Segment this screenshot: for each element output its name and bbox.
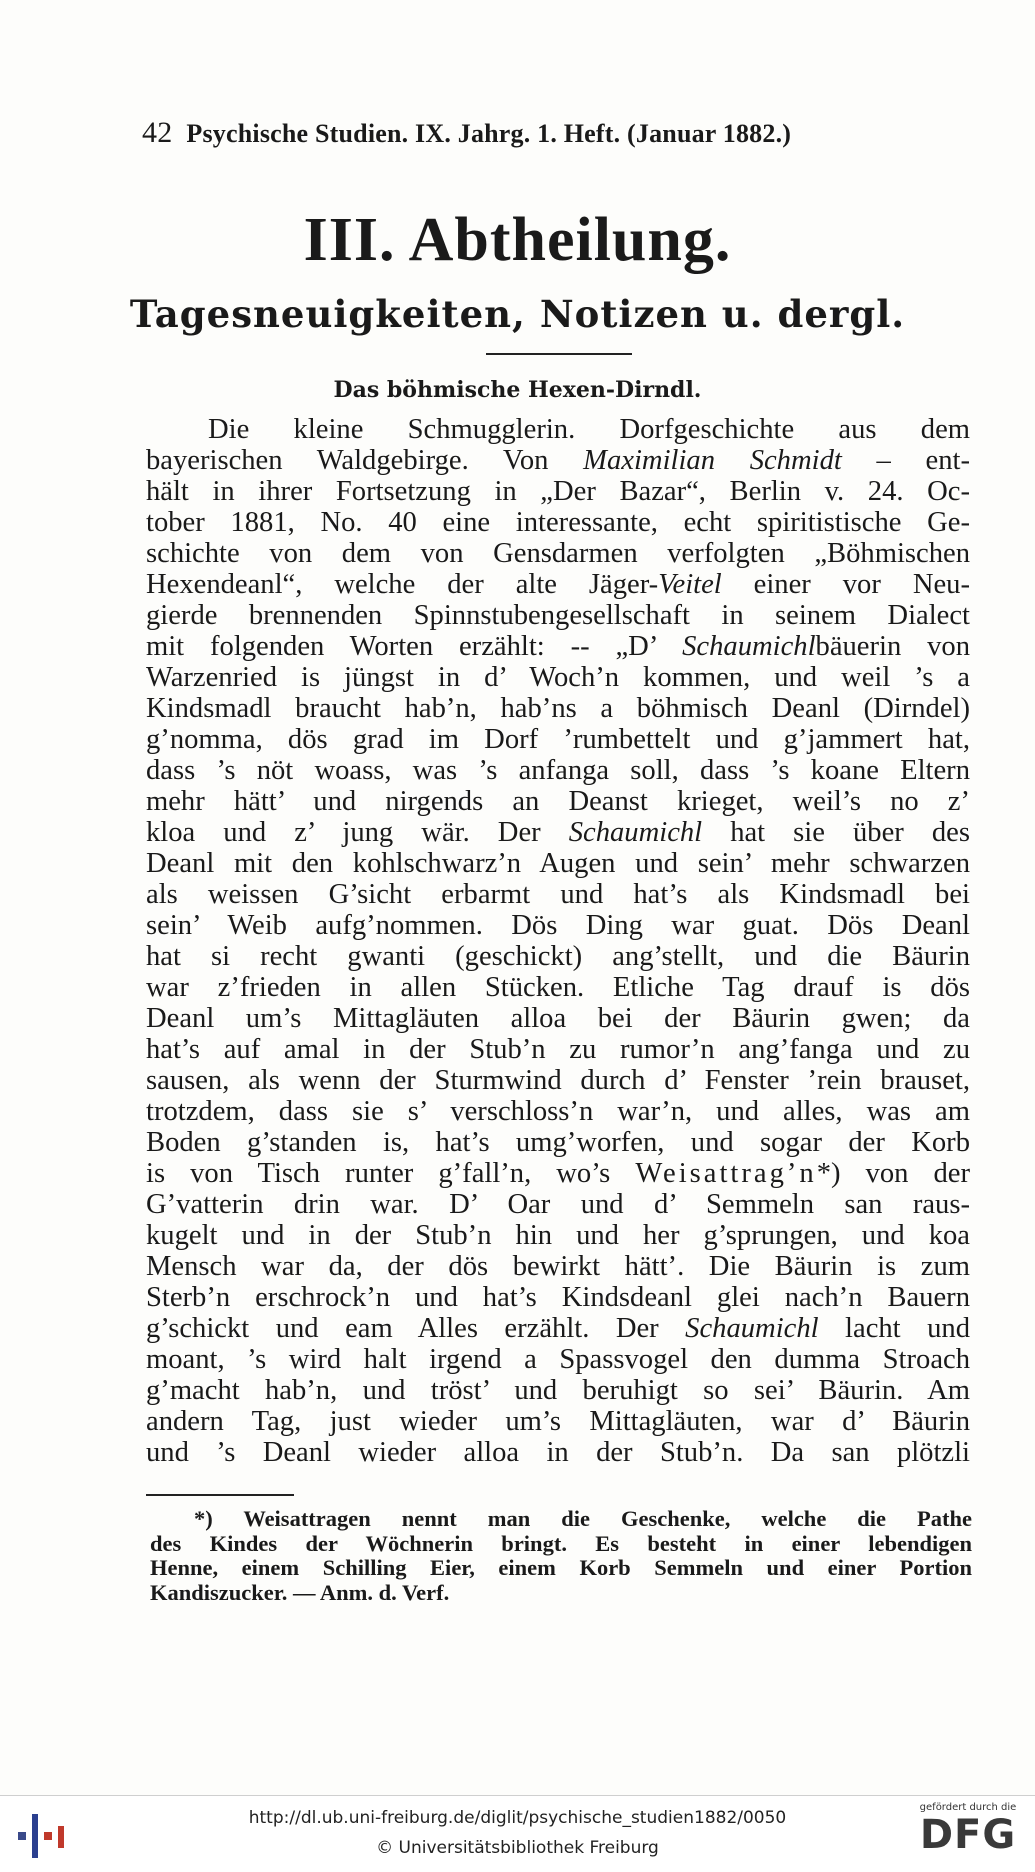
text-line: Warzenried is jüngst in d’ Woch’n kommen, und weil ’s a: [146, 662, 970, 693]
text-line: sausen, als wenn der Sturmwind durch d’ Fenster ’rein brauset,: [146, 1065, 970, 1096]
footnote-line: des Kindes der Wöchnerin bringt. Es besteht in einer lebendigen: [150, 1530, 972, 1556]
text-line: und ’s Deanl wieder alloa in der Stub’n. Da san plötzli: [146, 1437, 970, 1468]
text-line: Deanl mit den kohlschwarz’n Augen und sein’ mehr schwarzen: [146, 848, 970, 879]
text-line: Deanl um’s Mittagläuten alloa bei der Bäurin gwen; da: [146, 1003, 970, 1034]
text-line: hat si recht gwanti (geschickt) ang’stellt, und die Bäurin: [146, 941, 970, 972]
text-line: trotzdem, dass sie s’ verschloss’n war’n, und alles, was am: [146, 1096, 970, 1127]
text-line: kugelt und in der Stub’n hin und her g’sprungen, und koa: [146, 1220, 970, 1251]
text-line: Boden g’standen is, hat’s umg’worfen, und sogar der Korb: [146, 1127, 970, 1158]
text-line: tober 1881, No. 40 eine interessante, echt spiritistische Ge-: [146, 507, 970, 538]
text-line: Sterb’n erschrock’n und hat’s Kindsdeanl glei nach’n Bauern: [146, 1282, 970, 1313]
viewer-footer: [0, 1795, 1035, 1872]
text-line: hält in ihrer Fortsetzung in „Der Bazar“, Berlin v. 24. Oc-: [146, 476, 970, 507]
running-title: Psychische Studien. IX. Jahrg. 1. Heft. (Januar 1882.): [186, 119, 792, 148]
text-line: hat’s auf amal in der Stub’n zu rumor’n ang’fanga und zu: [146, 1034, 970, 1065]
text-line: moant, ’s wird halt irgend a Spassvogel den dumma Stroach: [146, 1344, 970, 1375]
text-line: als weissen G’sicht erbarmt und hat’s als Kindsmadl bei: [146, 879, 970, 910]
text-line: bayerischen Waldgebirge. Von Maximilian Schmidt – ent-: [146, 445, 970, 476]
footnote-line: Kandiszucker. — Anm. d. Verf.: [150, 1579, 450, 1605]
footnote: [150, 1507, 972, 1605]
text-line: mehr hätt’ und nirgends an Deanst krieget, weil’s no z’: [146, 786, 970, 817]
page-number: 42: [142, 116, 173, 149]
text-line: war z’frieden in allen Stücken. Etliche Tag drauf is dös: [146, 972, 970, 1003]
article-title: Das böhmische Hexen-Dirndl.: [333, 377, 702, 403]
text-line: Die kleine Schmugglerin. Dorfgeschichte aus dem: [208, 414, 970, 445]
section-title: III. Abtheilung.: [303, 206, 732, 274]
footnote-line: *) Weisattragen nennt man die Geschenke, welche die Pathe: [194, 1506, 972, 1531]
text-line: g’nomma, dös grad im Dorf ’rumbettelt und g’jammert hat,: [146, 724, 970, 755]
text-line: mit folgenden Worten erzählt: -- „D’ Schaumichlbäuerin von: [146, 631, 970, 662]
text-line: schichte von dem von Gensdarmen verfolgten „Böhmischen: [146, 538, 970, 569]
text-line: gierde brennenden Spinnstubengesellschaft in seinem Dialect: [146, 600, 970, 631]
footnote-line: Henne, einem Schilling Eier, einem Korb Semmeln und einer Portion: [150, 1555, 972, 1580]
text-line: is von Tisch runter g’fall’n, wo’s Weisattrag’n*) von der: [146, 1158, 970, 1189]
text-line: G’vatterin drin war. D’ Oar und d’ Semmeln san raus-: [146, 1189, 970, 1220]
text-line: Kindsmadl braucht hab’n, hab’ns a böhmisch Deanl (Dirndel): [146, 693, 970, 724]
footnote-divider: [146, 1494, 294, 1496]
author-name: Maximilian Schmidt: [583, 445, 842, 476]
text-line: kloa und z’ jung wär. Der Schaumichl hat sie über des: [146, 817, 970, 848]
text-line: g’macht hab’n, und tröst’ und beruhigt so sei’ Bäurin. Am: [146, 1375, 970, 1406]
text-line: g’schickt und eam Alles erzählt. Der Schaumichl lacht und: [146, 1313, 970, 1344]
dfg-logo: gefördert durch die DFG: [919, 1802, 1017, 1858]
permalink-url[interactable]: http://dl.ub.uni-freiburg.de/diglit/psychische_studien1882/0050: [248, 1808, 787, 1828]
copyright: © Universitätsbibliothek Freiburg: [376, 1838, 659, 1858]
running-head: [142, 116, 892, 150]
section-subtitle: Tagesneuigkeiten, Notizen u. dergl.: [129, 292, 906, 336]
text-line: andern Tag, just wieder um’s Mittagläuten, war d’ Bäurin: [146, 1406, 970, 1437]
text-line: Mensch war da, der dös bewirkt hätt’. Die Bäurin is zum: [146, 1251, 970, 1282]
divider: [486, 353, 632, 355]
text-line: Hexendeanl“, welche der alte Jäger-Veitel einer vor Neu-: [146, 569, 970, 600]
text-line: sein’ Weib aufg’nommen. Dös Ding war guat. Dös Deanl: [146, 910, 970, 941]
article-body: [146, 414, 970, 1468]
text-line: dass ’s nöt woass, was ’s anfanga soll, dass ’s koane Eltern: [146, 755, 970, 786]
